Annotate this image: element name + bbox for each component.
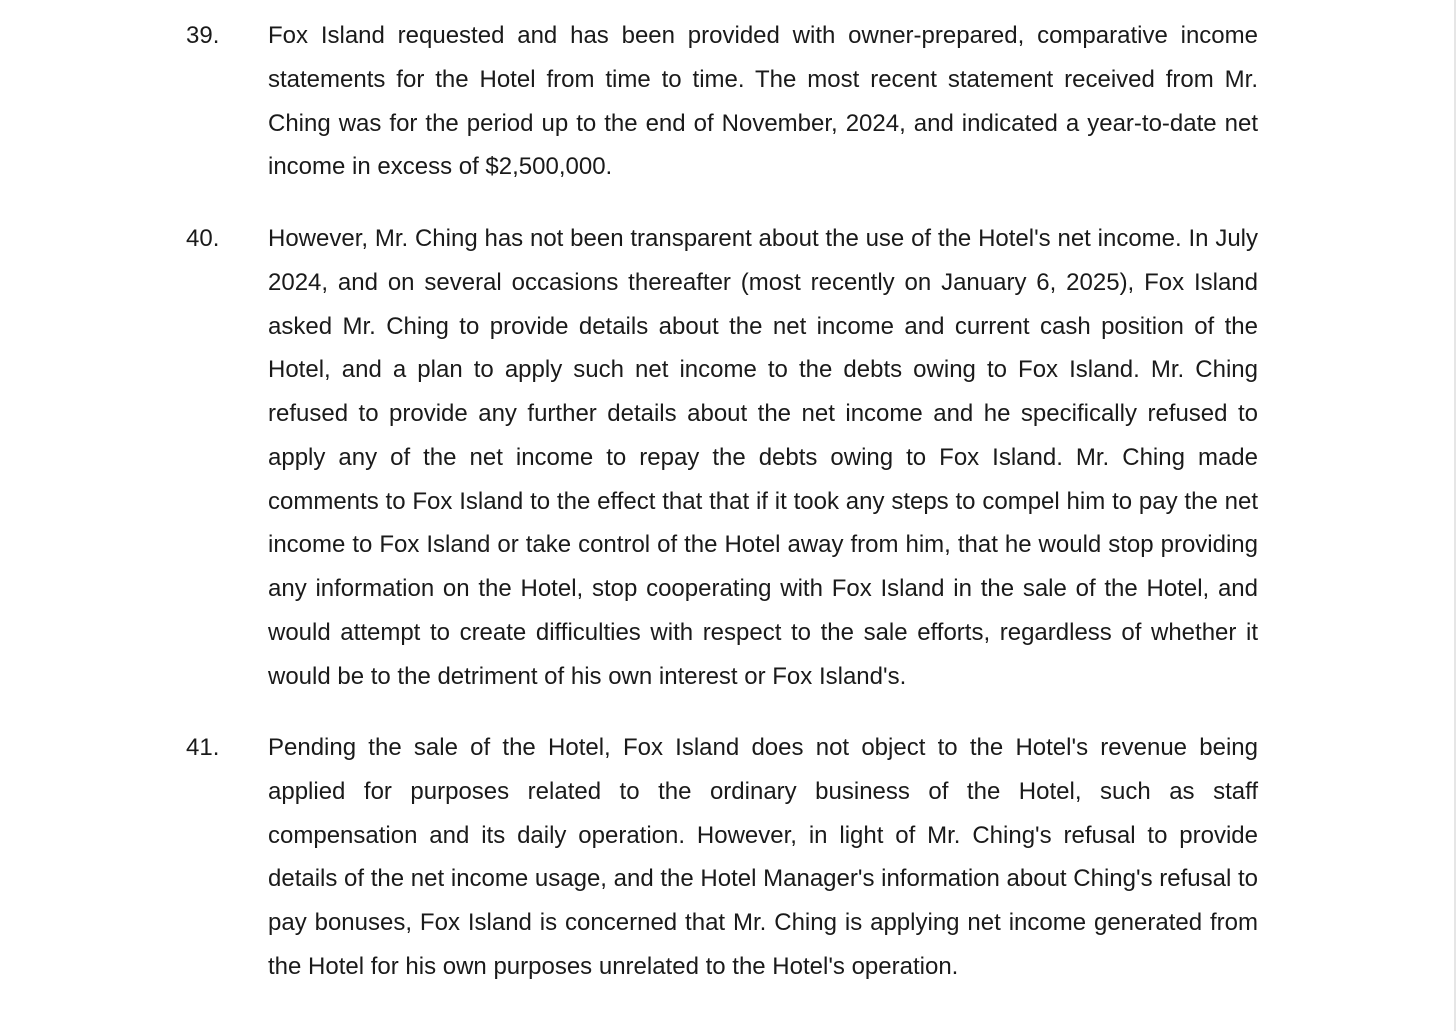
paragraph-number: 40. (186, 225, 220, 252)
paragraph-text: However, Mr. Ching has not been transparent about the use of the Hotel's net income. In July 2024, and on several occasions thereafter (most recently on January 6, 2025), Fox Island asked Mr. Ching to provide details about the net income and current cash position of the Hotel, and a plan to apply such net income to the debts owing to Fox Island. Mr. Ching refused to provide any further details about the net income and he specifically refused to apply any of the net income to repay the debts owing to Fox Island. Mr. Ching made comments to Fox Island to the effect that that if it took any steps to compel him to pay the net income to Fox Island or take control of the Hotel away from him, that he would stop providing any information on the Hotel, stop cooperating with Fox Island in the sale of the Hotel, and would attempt to create difficulties with respect to the sale efforts, regardless of whether it would be to the detriment of his own interest or Fox Island's. (268, 225, 1258, 690)
paragraph-number: 41. (186, 734, 220, 761)
paragraph-number: 39. (186, 22, 220, 49)
paragraph-text: Pending the sale of the Hotel, Fox Island does not object to the Hotel's revenue being applied for purposes related to the ordinary business of the Hotel, such as staff compensation and its daily operation. However, in light of Mr. Ching's refusal to provide details of the net income usage, and the Hotel Manager's information about Ching's refusal to pay bonuses, Fox Island is concerned that Mr. Ching is applying net income generated from the Hotel for his own purposes unrelated to the Hotel's operation. (268, 734, 1258, 980)
paragraph-text: Fox Island requested and has been provided with owner-prepared, comparative income statements for the Hotel from time to time. The most recent statement received from Mr. Ching was for the period up to the end of November, 2024, and indicated a year-to-date net income in excess of $2,500,000. (268, 22, 1258, 181)
